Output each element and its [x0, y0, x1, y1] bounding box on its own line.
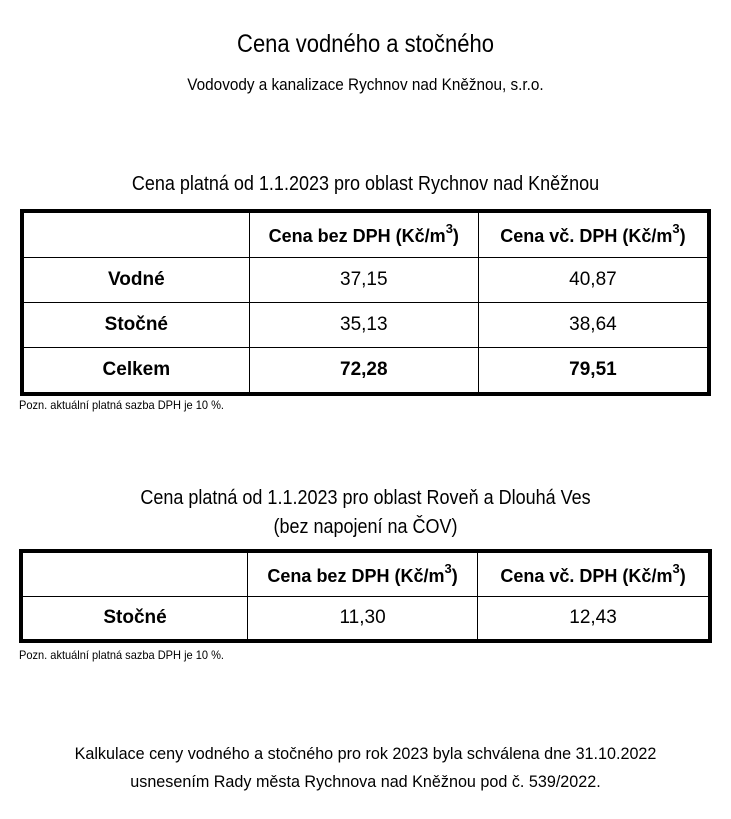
table-header-row: [22, 211, 709, 258]
header-empty-cell: [22, 211, 249, 258]
approval-note-line1: Kalkulace ceny vodného a stočného pro rok 2023 byla schválena dne 31.10.2022: [74, 744, 657, 763]
approval-note-line2: usnesením Rady města Rychnova nad Kněžnou pod č. 539/2022.: [130, 772, 601, 791]
price-table-roven: [19, 549, 712, 643]
price-without-vat: 37,15: [249, 258, 478, 303]
column-header-without-vat: Cena bez DPH $(Kč/m^3)$: [249, 211, 478, 258]
page-title: Cena vodného a stočného: [237, 30, 494, 58]
section2-heading-line2: (bez napojení na ČOV): [273, 516, 458, 538]
row-label: Stočné: [22, 303, 249, 348]
section1-heading: Cena platná od 1.1.2023 pro oblast Rychnov nad Kněžnou: [131, 173, 600, 195]
approval-note: [18, 740, 712, 796]
price-table-rychnov: [20, 209, 711, 396]
price-with-vat: 40,87: [478, 258, 709, 303]
table-row: [22, 348, 709, 395]
column-header-without-vat: Cena bez DPH $(Kč/m^3)$: [248, 551, 478, 597]
table-row: [22, 303, 709, 348]
row-label: Vodné: [22, 258, 249, 303]
section2-heading-line1: Cena platná od 1.1.2023 pro oblast Roveň a Dlouhá Ves: [140, 487, 591, 509]
vat-note: Pozn. aktuální platná sazba DPH je 10 %.: [19, 648, 224, 662]
company-name: Vodovody a kanalizace Rychnov nad Kněžnou, s.r.o.: [187, 75, 544, 94]
price-with-vat: 79,51: [478, 348, 709, 395]
price-with-vat: 38,64: [478, 303, 709, 348]
table-row: [21, 597, 710, 642]
table-header-row: [21, 551, 710, 597]
column-header-with-vat: Cena vč. DPH $(Kč/m^3)$: [478, 551, 710, 597]
row-label: Celkem: [22, 348, 249, 395]
price-without-vat: 11,30: [248, 597, 478, 642]
header-empty-cell: [21, 551, 248, 597]
column-header-with-vat: Cena vč. DPH $(Kč/m^3)$: [478, 211, 709, 258]
row-label: Stočné: [21, 597, 248, 642]
price-without-vat: 35,13: [249, 303, 478, 348]
table-row: [22, 258, 709, 303]
price-with-vat: 12,43: [478, 597, 710, 642]
section2-heading: [37, 484, 695, 542]
vat-note: Pozn. aktuální platná sazba DPH je 10 %.: [19, 398, 224, 412]
price-without-vat: 72,28: [249, 348, 478, 395]
